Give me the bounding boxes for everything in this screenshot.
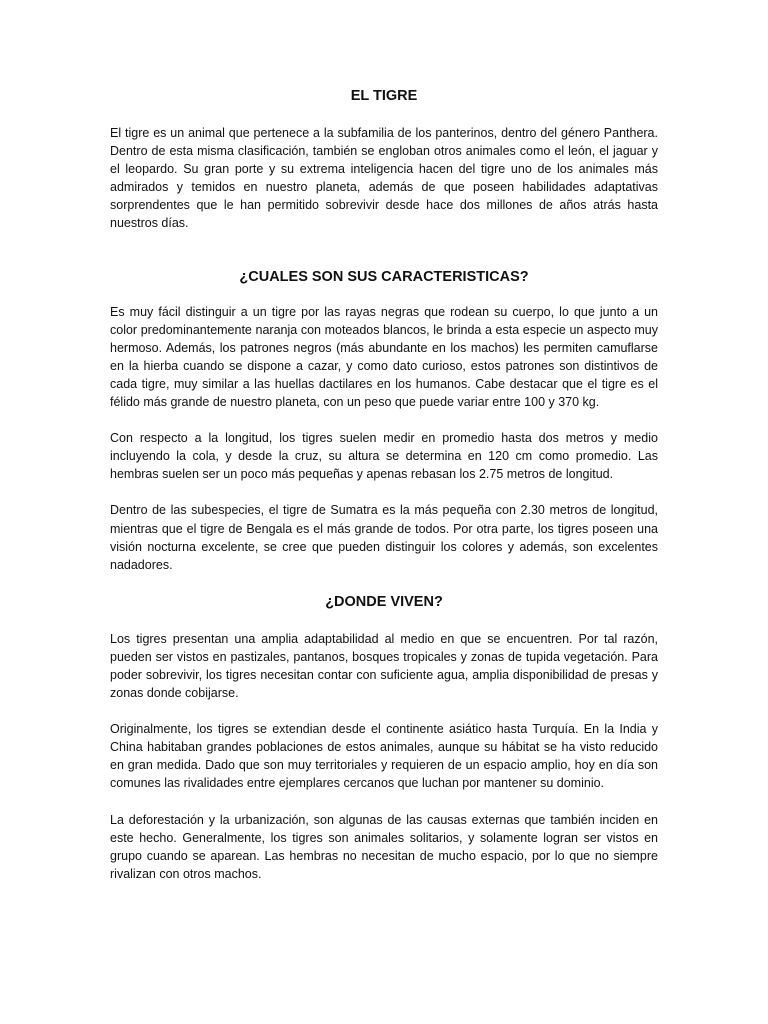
section-heading-donde-viven: ¿DONDE VIVEN? xyxy=(325,593,443,610)
paragraph: La deforestación y la urbanización, son algunas de las causas externas que también inciden en este hecho. Generalmente, los tigres son animales solitarios, y solamente logran ser vistos en grupo cuando se aparean. Las hembras no necesitan de mucho espacio, por lo que no siempre rivalizan con otros machos. xyxy=(110,812,658,881)
paragraph: Dentro de las subespecies, el tigre de Sumatra es la más pequeña con 2.30 metros de longitud, mientras que el tigre de Bengala es el más grande de todos. Por otra parte, los tigres poseen una visión nocturna excelente, se cree que pueden distinguir los colores y además, son excelentes nadadores. xyxy=(110,503,658,572)
paragraph: Los tigres presentan una amplia adaptabilidad al medio en que se encuentren. Por tal razón, pueden ser vistos en pastizales, pantanos, bosques tropicales y zonas de tupida vegetación. Para poder sobrevivir, los tigres necesitan contar con suficiente agua, amplia disponibilidad de presas y zonas donde cobijarse. xyxy=(110,631,658,701)
paragraph: Con respecto a la longitud, los tigres suelen medir en promedio hasta dos metros y medio incluyendo la cola, y desde la cruz, su altura se determina en 120 cm como promedio. Las hembras suelen ser un poco más pequeñas y apenas rebasan los 2.75 metros de longitud. xyxy=(110,431,658,482)
section-heading-caracteristicas: ¿CUALES SON SUS CARACTERISTICAS? xyxy=(239,268,529,285)
paragraph: Es muy fácil distinguir a un tigre por las rayas negras que rodean su cuerpo, lo que junto a un color predominantemente naranja con moteados blancos, le brinda a esta especie un aspecto muy hermoso. Además, los patrones negros (más abundante en los machos) les permiten camuflarse en la hierba cuando se dispone a cazar, y como dato curioso, estos patrones son distintivos de cada tigre, muy similar a las huellas dactilares en los humanos. Cabe destacar que el tigre es el félido más grande de nuestro planeta, con un peso que puede variar entre 100 y 370 kg. xyxy=(110,304,658,410)
intro-paragraph: El tigre es un animal que pertenece a la subfamilia de los panterinos, dentro del género Panthera. Dentro de esta misma clasificación, también se engloban otros animales como el león, el jaguar y el leopardo. Su gran porte y su extrema inteligencia hacen del tigre uno de los animales más admirados y temidos en nuestro planeta, además de que poseen habilidades adaptativas sorprendentes que le han permitido sobrevivir desde hace dos millones de años atrás hasta nuestros días. xyxy=(110,126,658,231)
paragraph: Originalmente, los tigres se extendian desde el continente asiático hasta Turquía. En la India y China habitaban grandes poblaciones de estos animales, aunque su hábitat se ha visto reducido en gran medida. Dado que son muy territoriales y requieren de un espacio amplio, hoy en día son comunes las rivalidades entre ejemplares cercanos que luchan por mantener su dominio. xyxy=(110,722,658,791)
document-title: EL TIGRE xyxy=(350,88,418,104)
